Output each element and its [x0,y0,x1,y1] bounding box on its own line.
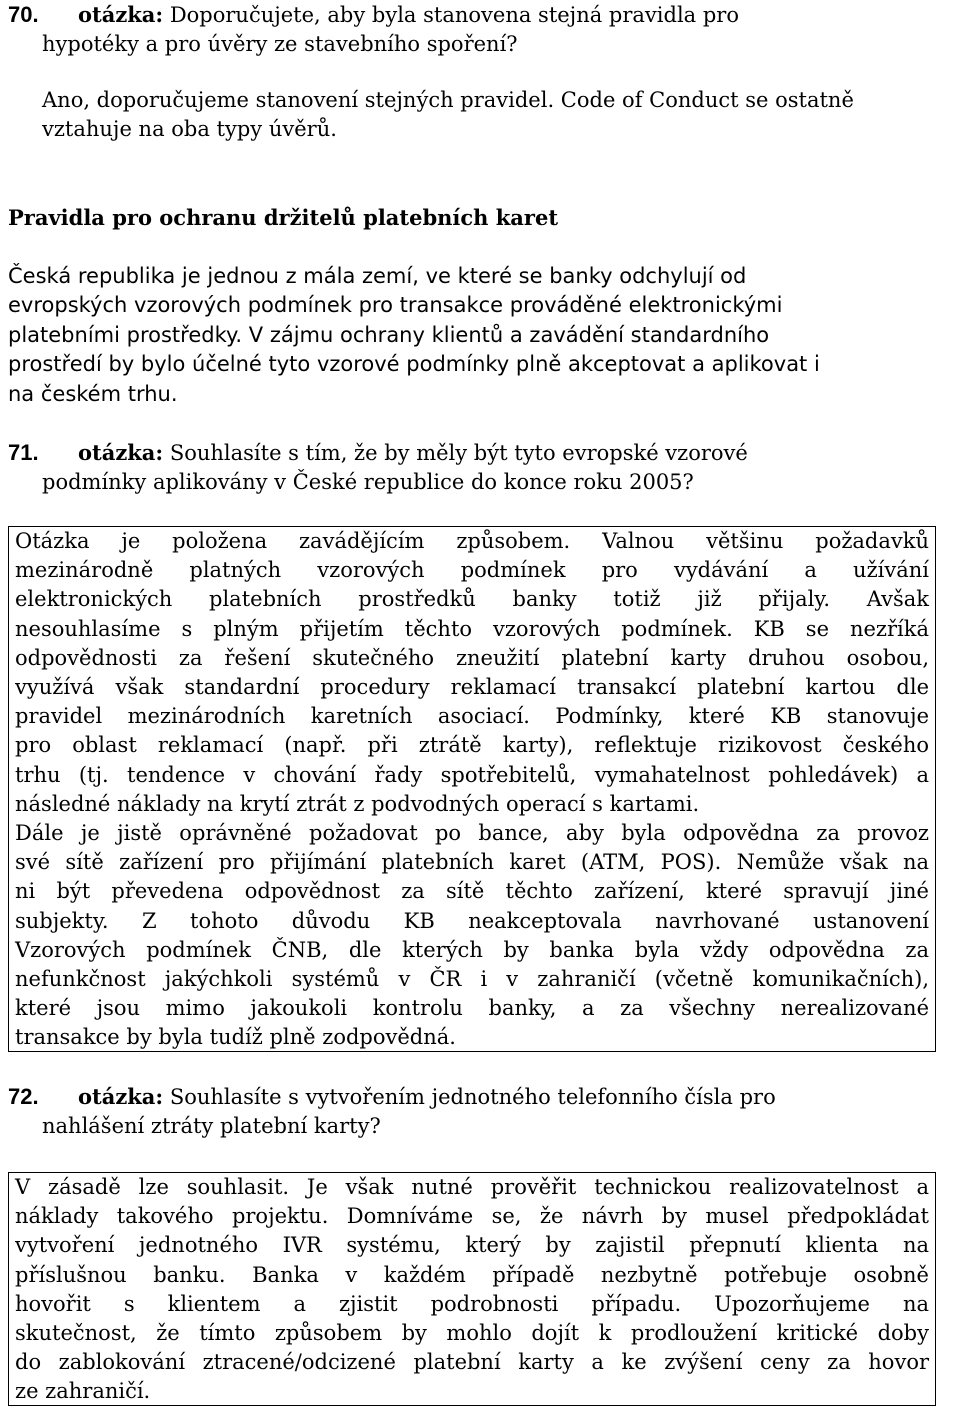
question-70-line-2: hypotéky a pro úvěry ze stavebního spoření? [42,32,518,57]
answer-line: odpovědnosti za řešení skutečného zneužití platební karty druhou osobou, [15,645,929,670]
answer-71-box [8,526,936,1052]
answer-line: elektronických platebních prostředků banky totiž již přijaly. Avšak [15,587,929,612]
answer-line: subjekty. Z tohoto důvodu KB neakceptovala navrhované ustanovení [15,908,929,933]
answer-line: vytvoření jednotného IVR systému, který by zajistil přepnutí klienta na [15,1233,929,1258]
paragraph-line: platebními prostředky. V zájmu ochrany klientů a zavádění standardního [8,322,770,347]
answer-line: Ano, doporučujeme stanovení stejných pravidel. Code of Conduct se ostatně [42,88,854,112]
answer-line: využívá však standardní procedury reklamací transakcí platební kartou dle [15,675,929,700]
answer-line: transakce by byla tudíž plně zodpovědná. [15,1025,456,1050]
question-70 [8,0,938,59]
answer-line: hovořit s klientem a zjistit podrobnosti případu. Upozorňujeme na [15,1291,929,1316]
answer-line: mezinárodně platných vzorových podmínek pro vydávání a užívání [15,558,929,583]
question-text: Souhlasíte s vytvořením jednotného telefonního čísla pro [163,1085,776,1109]
answer-line: ze zahraničí. [15,1379,151,1404]
answer-line: následné náklady na krytí ztrát z podvodných operací s kartami. [15,791,700,816]
paragraph-line: na českém trhu. [8,381,178,406]
answer-line: V zásadě lze souhlasit. Je však nutné prověřit technickou realizovatelnost a [15,1175,929,1199]
answer-70 [42,86,942,144]
question-72-line-1 [8,1082,938,1112]
question-72-line-2: nahlášení ztráty platební karty? [42,1114,381,1139]
question-70-line-1 [8,0,938,30]
question-number: 72. [8,1084,39,1109]
question-label: otázka: [78,440,164,465]
answer-line: Dále je jistě oprávněné požadovat po bance, aby byla odpovědna za provoz [15,821,929,846]
paragraph-line: Česká republika je jednou z mála zemí, ve které se banky odchylují od [8,264,747,288]
answer-line: vztahuje na oba typy úvěrů. [42,117,337,142]
answer-line: pravidel mezinárodních karetních asociací. Podmínky, které KB stanovuje [15,704,929,729]
question-label: otázka: [78,1084,164,1109]
answer-line: nefunkčnost jakýchkoli systémů v ČR i v zahraničí (včetně komunikačních), [15,967,929,992]
answer-line: příslušnou banku. Banka v každém případě nezbytně potřebuje osobně [15,1262,929,1287]
answer-line: Otázka je položena zavádějícím způsobem. Valnou většinu požadavků [15,529,929,553]
answer-line: ni být převedena odpovědnost za sítě těchto zařízení, které spravují jiné [15,879,929,904]
answer-line: skutečnost, že tímto způsobem by mohlo dojít k prodloužení kritické doby [15,1321,929,1346]
paragraph-line: prostředí by bylo účelné tyto vzorové podmínky plně akceptovat a aplikovat i [8,352,820,377]
answer-line: které jsou mimo jakoukoli kontrolu banky, a za všechny nerealizované [15,996,929,1021]
question-number: 71. [8,440,39,465]
answer-line: své sítě zařízení pro přijímání platebních karet (ATM, POS). Nemůže však na [15,850,929,875]
answer-line: do zablokování ztracené/odcizené platební karty a ke zvýšení ceny za hovor [15,1350,929,1375]
section-paragraph [8,262,938,409]
answer-72-box [8,1172,936,1406]
question-72 [8,1082,938,1141]
paragraph-line: evropských vzorových podmínek pro transakce prováděné elektronickými [8,293,783,318]
question-number: 70. [8,2,39,27]
answer-line: nesouhlasíme s plným přijetím těchto vzorových podmínek. KB se nezříká [15,616,929,641]
answer-line: Vzorových podmínek ČNB, dle kterých by banka byla vždy odpovědna za [15,937,929,962]
section-heading: Pravidla pro ochranu držitelů platebních karet [8,205,559,230]
answer-line: pro oblast reklamací (např. při ztrátě karty), reflektuje rizikovost českého [15,733,929,758]
question-71-line-2: podmínky aplikovány v České republice do konce roku 2005? [42,470,694,495]
question-text: Souhlasíte s tím, že by měly být tyto evropské vzorové [163,441,748,465]
question-text: Doporučujete, aby byla stanovena stejná pravidla pro [163,3,739,27]
answer-line: náklady takového projektu. Domníváme se, že návrh by musel předpokládat [15,1204,929,1229]
answer-line: trhu (tj. tendence v chování řady spotřebitelů, vymahatelnost pohledávek) a [15,762,929,787]
question-71 [8,438,938,497]
question-label: otázka: [78,2,164,27]
question-71-line-1 [8,438,938,468]
